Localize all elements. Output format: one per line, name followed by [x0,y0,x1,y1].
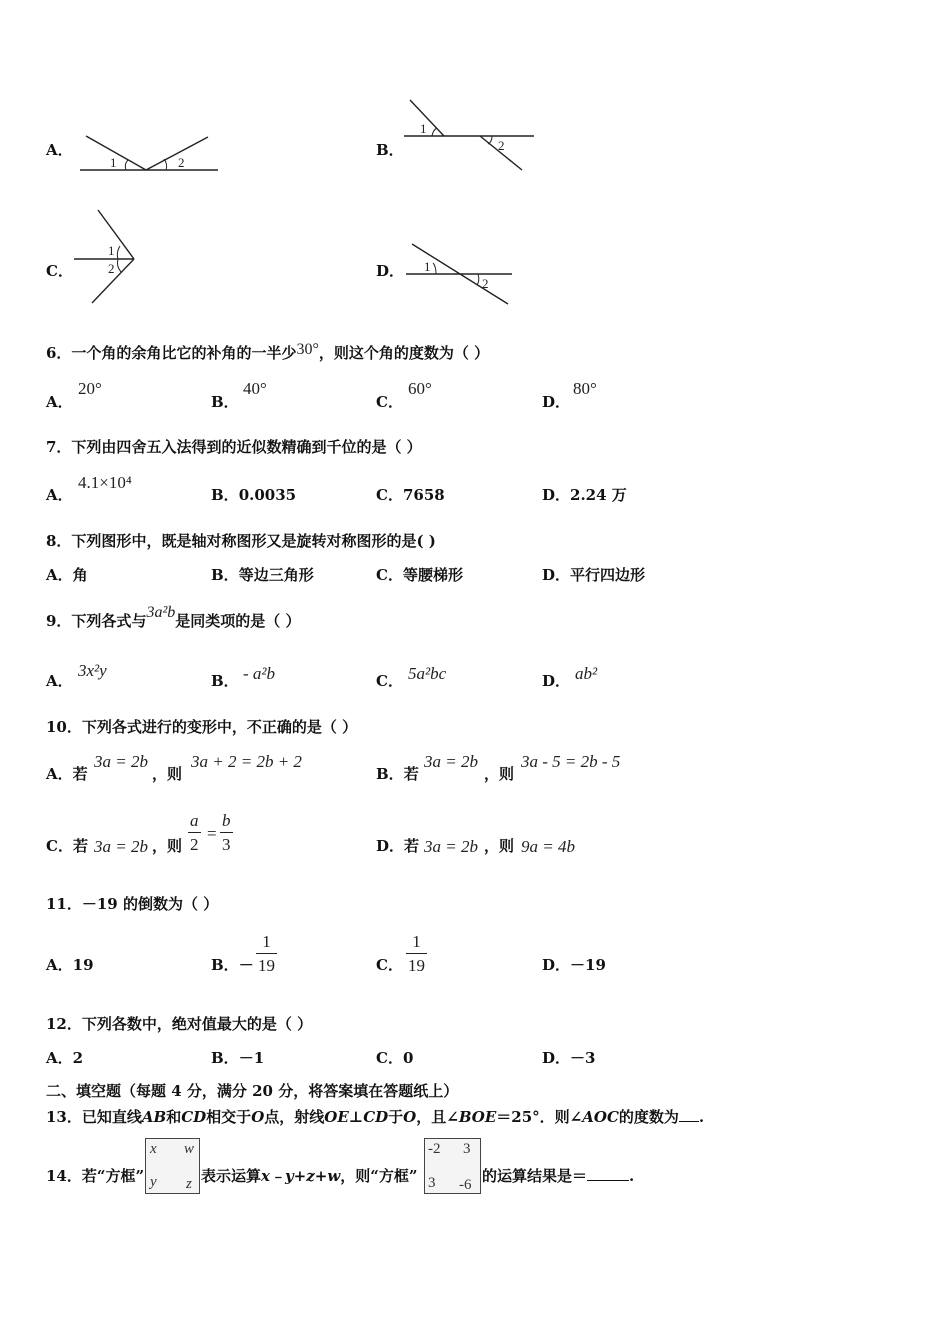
q9-option-d-label: D． [542,672,571,690]
q10-option-d-then: ，则 [484,837,515,855]
q10-stem: 10．下列各式进行的变形中，不正确的是（ ） [46,718,358,736]
q11-stem: 11．－19 的倒数为（ ） [46,895,219,913]
q7-option-a-value: 4.1×10⁴ [78,473,132,492]
q7-option-c: C．7658 [376,486,445,504]
q8-option-c: C．等腰梯形 [376,566,463,584]
q6-option-b-value: 40° [243,379,267,398]
q9-option-a-label: A． [46,672,73,690]
q7-option-b: B．0.0035 [211,486,297,504]
angle-1-label: 1 [420,121,427,136]
fig-option-c-label: C． [46,262,73,280]
q10-option-c-fraction-left: $\frac{a}{2}$ [190,811,199,854]
q7-stem: 7．下列由四舍五入法得到的近似数精确到千位的是（ ） [46,438,422,456]
angle-1-label: 1 [110,155,117,170]
q8-option-b: B．等边三角形 [211,566,314,584]
q9-option-c-label: C． [376,672,403,690]
q10-option-c-fraction-right: $\frac{b}{3}$ [222,811,231,854]
q6-option-d-value: 80° [573,379,597,398]
q9-option-b-label: B． [211,672,239,690]
q9-option-a-value: 3x²y [78,661,107,680]
q10-option-c-equals: = [207,824,217,843]
fig-option-b-label: B． [376,141,404,159]
q9-option-d-value: ab² [575,664,598,683]
q10-option-a-label: A．若 [46,765,88,783]
q10-option-a-result: 3a + 2 = 2b + 2 [191,752,302,771]
q10-option-d-result: 9a = 4b [521,837,575,856]
q14-text-1: 14．若“方框” [46,1167,145,1185]
q10-option-b-result: 3a - 5 = 2b - 5 [521,752,621,771]
q11-option-b-fraction: $\frac{1}{19}$ [258,932,275,975]
q14-box-variables: x w y z [145,1138,200,1194]
q12-option-b: B．－1 [211,1049,265,1067]
q12-stem: 12．下列各数中，绝对值最大的是（ ） [46,1015,313,1033]
q6-option-a-value: 20° [78,379,102,398]
q11-option-b-label: B．－ [211,956,254,974]
q14-box-numbers: -2 3 3 -6 [424,1138,481,1194]
fig-option-c-diagram [70,206,150,306]
q8-option-a: A．角 [46,566,88,584]
q6-option-c-label: C． [376,393,403,411]
q8-option-d: D．平行四边形 [542,566,646,584]
q10-option-a-then: ，则 [152,765,183,783]
q6-stem: 6．一个角的余角比它的补角的一半少30°，则这个角的度数为（ ） [46,341,490,362]
q14-answer-blank[interactable] [587,1180,629,1181]
q6-option-a-label: A． [46,393,73,411]
section-2-title: 二、填空题（每题 4 分，满分 20 分，将答案填在答题纸上） [46,1082,459,1100]
q10-option-d-cond: 3a = 2b [424,837,478,856]
q9-option-b-value: - a²b [243,664,276,683]
q10-option-b-cond: 3a = 2b [424,752,478,771]
q14-text-4: 的运算结果是＝ . [482,1167,635,1185]
q10-option-b-label: B．若 [376,765,419,783]
q10-option-c-cond: 3a = 2b [94,837,148,856]
angle-2-label: 2 [498,138,505,153]
q12-option-d: D．－3 [542,1049,596,1067]
q11-option-d: D．－19 [542,956,606,974]
q6-option-c-value: 60° [408,379,432,398]
fig-option-d-diagram [400,238,520,310]
angle-1-label: 1 [108,243,115,258]
angle-2-label: 2 [178,155,185,170]
q6-option-b-label: B． [211,393,239,411]
angle-2-label: 2 [108,261,115,276]
q7-option-d: D．2.24 万 [542,486,627,504]
q9-option-c-value: 5a²bc [408,664,447,683]
fig-option-b-diagram [400,96,540,174]
fig-option-a-diagram [70,128,230,183]
q13-answer-blank[interactable] [679,1121,699,1122]
q10-option-d-label: D．若 [376,837,420,855]
q14-text-2: 表示运算x﹣y+z+w，则“方框” [201,1167,418,1185]
q10-option-c-label: C．若 [46,837,88,855]
fig-option-d-label: D． [376,262,405,280]
angle-1-label: 1 [424,259,431,274]
q12-option-c: C．0 [376,1049,414,1067]
q13-stem: 13．已知直线AB和CD相交于O点，射线OE⊥CD于O，且∠BOE＝25°．则∠AOC的度数为 . [46,1108,705,1126]
q11-option-a: A．19 [46,956,94,974]
q10-option-a-cond: 3a = 2b [94,752,148,771]
q6-option-d-label: D． [542,393,571,411]
fig-option-a-label: A． [46,141,73,159]
q9-stem: 9．下列各式与3a²b是同类项的是（ ） [46,604,301,630]
q12-option-a: A．2 [46,1049,84,1067]
q10-option-c-then: ，则 [152,837,183,855]
q11-option-c-label: C． [376,956,403,974]
q8-stem: 8．下列图形中，既是轴对称图形又是旋转对称图形的是( ) [46,532,436,550]
q10-option-b-then: ，则 [484,765,515,783]
angle-2-label: 2 [482,276,489,291]
q11-option-c-fraction: $\frac{1}{19}$ [408,932,425,975]
q7-option-a-label: A． [46,486,73,504]
